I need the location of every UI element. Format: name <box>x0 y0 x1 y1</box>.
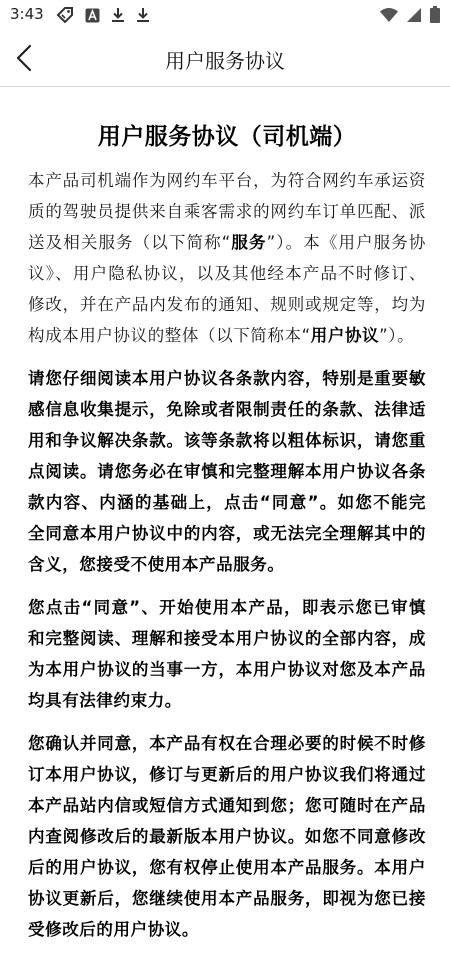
agreement-content[interactable] <box>28 118 426 957</box>
document-title: 用户服务协议（司机端） <box>97 124 357 150</box>
notification-icons <box>56 6 150 24</box>
nav-divider <box>0 86 450 87</box>
status-bar <box>0 0 450 30</box>
status-time: 3:43 <box>10 5 44 23</box>
intro-text-b: ”）。本《用户服务协议》、用户隐私协议，以及其他经本产品不时修订、修改，并在产品内发布的通知、规则或规定等，均为构成本用户协议的整体（以下简称本“ <box>28 233 426 345</box>
consent-paragraph: 您点击“同意”、开始使用本产品，即表示您已审慎和完整阅读、理解和接受本用户协议的全部内容，成为本用户协议的当事一方，本用户协议对您及本产品均具有法律约束力。 <box>28 598 426 710</box>
system-icons <box>380 6 440 23</box>
read-carefully-paragraph: 请您仔细阅读本用户协议各条款内容，特别是重要敏感信息收集提示，免除或者限制责任的条款、法律适用和争议解决条款。该等条款将以粗体标识，请您重点阅读。请您务必在审慎和完整理解本用户协议各条款内容、内涵的基础上，点击“同意”。如您不能完全同意本用户协议中的内容，或无法完全理解其中的含义，您接受不使用本产品服务。 <box>28 369 426 574</box>
revision-paragraph: 您确认并同意，本产品有权在合理必要的时候不时修订本用户协议，修订与更新后的用户协议我们将通过本产品站内信或短信方式通知到您；您可随时在产品内查阅修改后的最新版本用户协议。如您不同意修改后的用户协议，您有权停止使用本产品服务。本用户协议更新后，您继续使用本产品服务，即视为您已接受修改后的用户协议。 <box>28 734 426 939</box>
tag-icon <box>56 6 74 24</box>
download-icon <box>111 7 125 23</box>
intro-text-c: ”）。 <box>379 326 415 345</box>
page-title: 用户服务协议 <box>165 49 285 73</box>
intro-paragraph <box>28 165 426 351</box>
nav-bar <box>0 30 450 86</box>
a-notification-icon <box>85 8 100 23</box>
intro-emphasis-service: 服务 <box>230 233 267 252</box>
cellular-signal-icon <box>406 7 422 23</box>
wifi-icon <box>380 7 398 23</box>
battery-icon <box>430 6 440 23</box>
intro-emphasis-agreement: 用户协议 <box>310 326 380 345</box>
download-icon <box>136 7 150 23</box>
intro-text-a: 本产品司机端作为网约车平台，为符合网约车承运资质的驾驶员提供来自乘客需求的网约车订单匹配、派送及相关服务（以下简称“ <box>28 171 426 252</box>
